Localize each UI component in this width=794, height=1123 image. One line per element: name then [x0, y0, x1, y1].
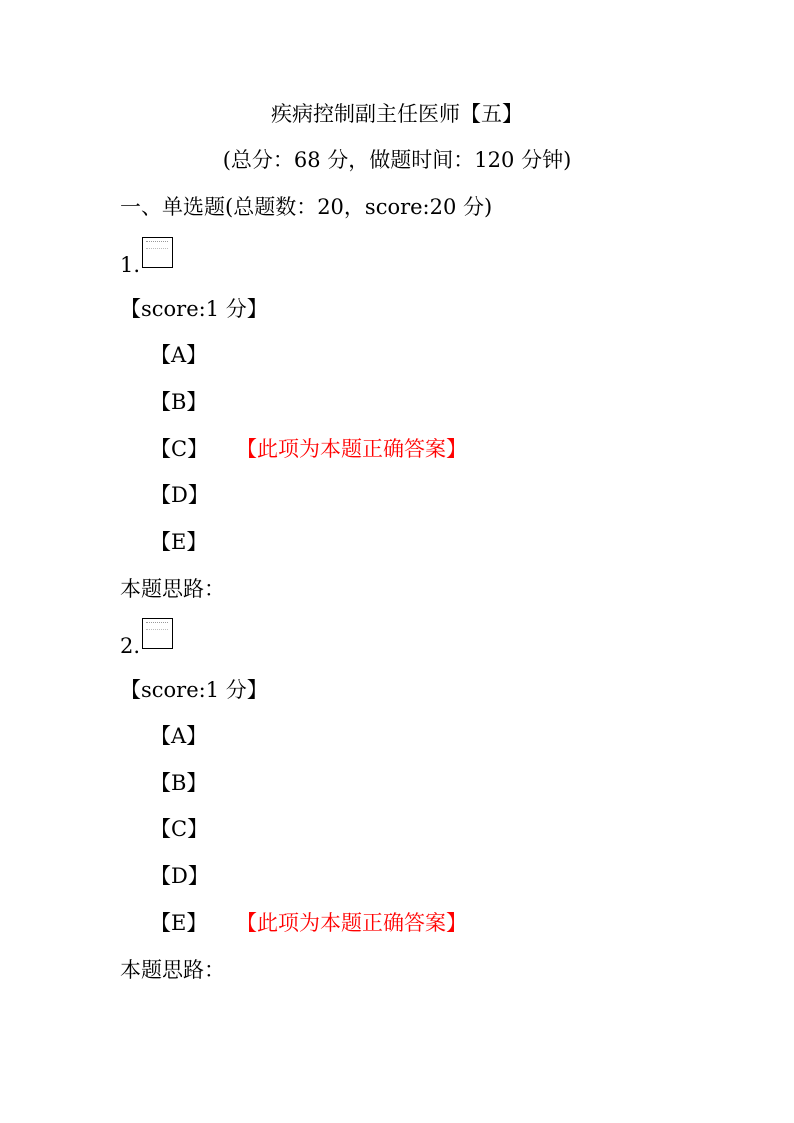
option-e: 【E】: [150, 911, 208, 935]
analysis-label: 本题思路：: [120, 577, 225, 601]
option-d: 【D】: [150, 864, 209, 888]
analysis-label: 本题思路：: [120, 958, 225, 982]
option-b: 【B】: [150, 390, 208, 414]
question-number: 1.: [120, 253, 141, 277]
question-1: [120, 237, 173, 277]
option-e: 【E】: [150, 530, 208, 554]
question-image: [142, 618, 173, 649]
page-subtitle: (总分：68 分，做题时间：120 分钟): [222, 148, 572, 172]
correct-answer-marker: 【此项为本题正确答案】: [236, 911, 467, 935]
option-b: 【B】: [150, 771, 208, 795]
option-c: 【C】: [150, 817, 209, 841]
question-image: [142, 237, 173, 268]
correct-answer-marker: 【此项为本题正确答案】: [236, 437, 467, 461]
option-a: 【A】: [150, 343, 208, 367]
option-d: 【D】: [150, 483, 209, 507]
question-score: 【score:1 分】: [120, 297, 268, 321]
question-score: 【score:1 分】: [120, 678, 268, 702]
question-2: [120, 618, 173, 658]
option-a: 【A】: [150, 724, 208, 748]
section-heading: 一、单选题(总题数：20，score:20 分): [120, 195, 493, 219]
option-c: 【C】: [150, 437, 209, 461]
question-number: 2.: [120, 634, 141, 658]
page-title: 疾病控制副主任医师【五】: [271, 102, 523, 126]
